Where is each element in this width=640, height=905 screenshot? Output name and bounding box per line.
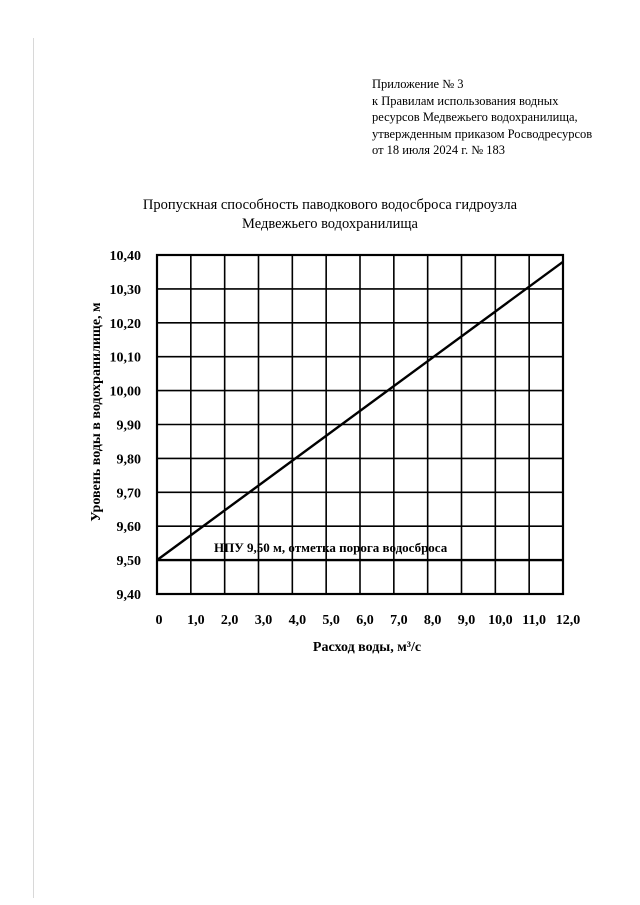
x-tick-label: 1,0 xyxy=(187,613,205,628)
appendix-line: к Правилам использования водных xyxy=(372,93,559,108)
y-tick-label: 10,00 xyxy=(109,384,141,400)
x-tick-label: 2,0 xyxy=(220,613,239,628)
x-tick-label: 8,0 xyxy=(423,613,442,628)
appendix-line: утвержденным приказом Росводресурсов xyxy=(372,126,593,141)
y-axis-label: Уровень воды в водохранилище, м xyxy=(89,302,104,522)
y-tick-label: 9,60 xyxy=(116,520,141,536)
y-tick-label: 9,70 xyxy=(116,486,141,502)
y-tick-label: 10,20 xyxy=(109,316,141,332)
x-tick-label: 11,0 xyxy=(522,613,547,628)
x-tick-label: 9,0 xyxy=(457,613,476,628)
appendix-line: от 18 июля 2024 г. № 183 xyxy=(372,143,506,157)
x-tick-label: 6,0 xyxy=(356,613,374,628)
y-tick-labels xyxy=(110,249,142,603)
x-tick-label: 7,0 xyxy=(390,613,408,628)
x-tick-labels xyxy=(156,613,581,628)
reference-line-label: НПУ 9,50 м, отметка порога водосброса xyxy=(214,540,448,556)
x-tick-label: 5,0 xyxy=(322,613,340,628)
x-axis-label: Расход воды, м³/с xyxy=(312,640,422,655)
y-tick-label: 10,40 xyxy=(109,249,141,264)
appendix-line: Приложение № 3 xyxy=(372,77,464,91)
x-tick-label: 0 xyxy=(155,613,163,628)
x-tick-label: 10,0 xyxy=(488,613,513,628)
x-tick-label: 3,0 xyxy=(254,613,273,628)
y-tick-label: 9,80 xyxy=(116,452,141,468)
chart-title-line-1: Пропускная способность паводкового водосброса гидроузла xyxy=(142,197,518,213)
y-tick-label: 9,50 xyxy=(116,554,141,570)
appendix-line: ресурсов Медвежьего водохранилища, xyxy=(372,110,578,124)
chart-title-line-2: Медвежьего водохранилища xyxy=(242,216,418,232)
y-tick-label: 10,30 xyxy=(109,282,141,298)
y-tick-label: 9,90 xyxy=(116,418,141,434)
x-tick-label: 12,0 xyxy=(555,613,581,628)
y-tick-label: 10,10 xyxy=(109,350,141,366)
y-tick-label: 9,40 xyxy=(116,588,141,603)
x-tick-label: 4,0 xyxy=(288,613,307,628)
